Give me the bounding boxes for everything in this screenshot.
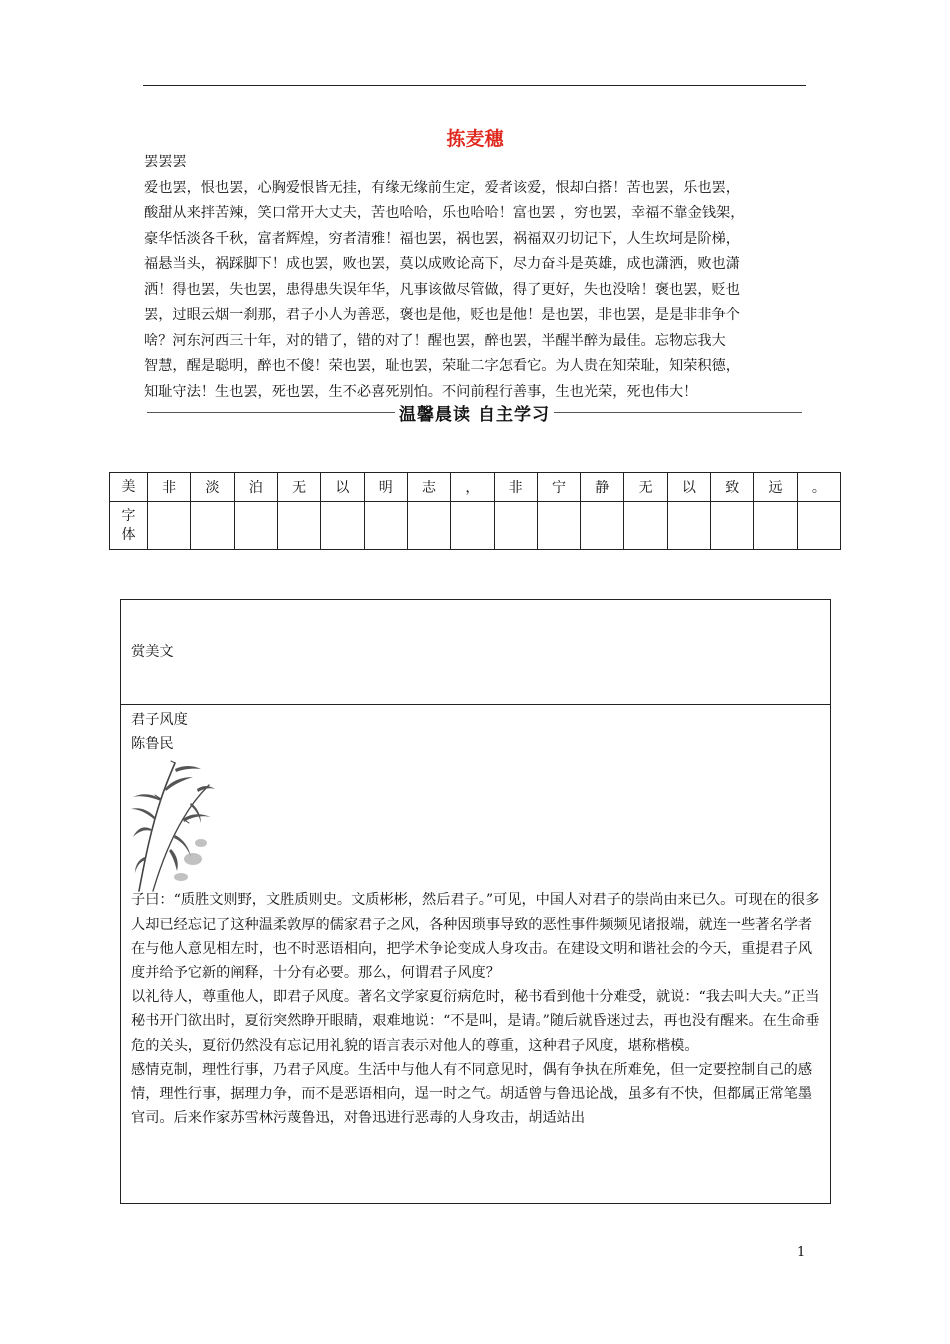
char-cell: 远: [754, 473, 797, 502]
practice-cell[interactable]: [624, 502, 667, 550]
practice-cell[interactable]: [494, 502, 537, 550]
article-author: 陈鲁民: [131, 736, 174, 753]
reading-frame: [120, 599, 831, 1204]
poem-line: 洒！得也罢，失也罢，患得患失误年华，凡事该做尽管做，得了更好，失也没啥！褒也罢，贬也: [144, 281, 740, 298]
char-cell: 淡: [191, 473, 234, 502]
practice-cell[interactable]: [148, 502, 191, 550]
article-paragraph: 以礼待人，尊重他人，即君子风度。著名文学家夏衍病危时，秘书看到他十分难受，就说：“我去叫大夫。”正当秘书开门欲出时，夏衍突然睁开眼睛，艰难地说：“不是叫，是请。”随后就昏迷过去，再也没有醒来。在生命垂危的关头，夏衍仍然没有忘记用礼貌的语言表示对他人的尊重，这种君子风度，堪称楷模。: [131, 989, 820, 1054]
poem-line: 豪华恬淡各千秋，富者辉煌，穷者清雅！福也罢，祸也罢，祸福双刃切记下，人生坎坷是阶梯，: [144, 230, 740, 247]
practice-cell[interactable]: [667, 502, 710, 550]
poem-line: 福悬当头，祸踩脚下！成也罢，败也罢，莫以成败论高下，尽力奋斗是英雄，成也潇洒，败也潇: [144, 256, 740, 272]
poem-line: 爱也罢，恨也罢，心胸爱恨皆无挂，有缘无缘前生定，爱者该爱，恨却白搭！苦也罢，乐也罢，: [144, 179, 740, 196]
practice-cell[interactable]: [321, 502, 364, 550]
banner-text: 温馨晨读 自主学习: [399, 404, 550, 425]
practice-cell[interactable]: [277, 502, 320, 550]
char-cell: ，: [451, 473, 494, 502]
poem-line: 酸甜从来拌苦辣，笑口常开大丈夫，苦也哈哈，乐也哈哈！富也罢 ，穷也罢，幸福不靠金钱架，: [144, 205, 745, 221]
label-char: 字: [121, 508, 136, 524]
bamboo-ink-illustration: [131, 759, 215, 893]
practice-cell[interactable]: [364, 502, 407, 550]
char-cell: 静: [581, 473, 624, 502]
char-cell: 无: [277, 473, 320, 502]
practice-cell[interactable]: [797, 502, 840, 550]
table-row: [110, 473, 841, 502]
practice-cell[interactable]: [754, 502, 797, 550]
article: [131, 708, 826, 1130]
article-paragraph: 子曰：“质胜文则野，文胜质则史。文质彬彬，然后君子。”可见，中国人对君子的崇尚由来已久。可现在的很多人却已经忘记了这种温柔敦厚的儒家君子之风，各种因琐事导致的恶性事件频频见诸报端，就连一些著名学者在与他人意见相左时，也不时恶语相向，把学术争论变成人身攻击。在建设文明和谐社会的今天，重提君子风度并给予它新的阐释，十分有必要。那么，何谓君子风度？: [131, 892, 820, 982]
section-header: [121, 600, 830, 705]
practice-cell[interactable]: [407, 502, 450, 550]
practice-cell[interactable]: [191, 502, 234, 550]
char-cell: 非: [148, 473, 191, 502]
label-char: 体: [121, 526, 136, 543]
header-rule: [143, 85, 806, 86]
calligraphy-practice-table: [109, 472, 841, 550]
char-cell: 无: [624, 473, 667, 502]
practice-cell[interactable]: [234, 502, 277, 550]
page-number: 1: [797, 1245, 806, 1260]
article-title: 君子风度: [131, 712, 188, 728]
char-cell: 明: [364, 473, 407, 502]
banner-left-rule: [147, 412, 395, 413]
poem-line: 罢罢罢: [144, 154, 187, 170]
char-cell: 。: [797, 473, 840, 502]
banner-right-rule: [554, 412, 802, 413]
char-cell: 志: [407, 473, 450, 502]
char-cell: 以: [321, 473, 364, 502]
practice-cell[interactable]: [581, 502, 624, 550]
practice-cell[interactable]: [711, 502, 754, 550]
poem-line: 啥？河东河西三十年，对的错了，错的对了！醒也罢，醉也罢，半醒半醉为最佳。忘物忘我大: [144, 332, 726, 349]
table-row: [110, 502, 841, 550]
article-paragraph: 感情克制，理性行事，乃君子风度。生活中与他人有不同意见时，偶有争执在所难免，但一定要控制自己的感情，理性行事，据理力争，而不是恶语相向，逞一时之气。胡适曾与鲁迅论战，虽多有不快，但都属正常笔墨官司。后来作家苏雪林污蔑鲁迅，对鲁迅进行恶毒的人身攻击，胡适站出: [131, 1061, 813, 1127]
poem-block: [144, 150, 809, 405]
table-label-cell: [110, 502, 148, 550]
poem-line: 智慧，醒是聪明，醉也不傻！荣也罢，耻也罢，荣耻二字怎看它。为人贵在知荣耻，知荣积德，: [144, 358, 740, 374]
char-cell: 泊: [234, 473, 277, 502]
char-cell: 非: [494, 473, 537, 502]
char-cell: 以: [667, 473, 710, 502]
table-label-cell: 美: [110, 473, 148, 502]
poem-line: 罢，过眼云烟一刹那，君子小人为善恶，褒也是他，贬也是他！是也罢，非也罢，是是非非争个: [144, 307, 740, 323]
practice-cell[interactable]: [451, 502, 494, 550]
page-title: 拣麦穗: [446, 128, 504, 150]
poem-line: 知耻守法！生也罢，死也罢，生不必喜死别怕。不问前程行善事，生也光荣，死也伟大！: [144, 383, 698, 400]
section-banner: [147, 399, 802, 425]
char-cell: 宁: [537, 473, 580, 502]
section-header-label: 赏美文: [131, 644, 174, 660]
practice-cell[interactable]: [537, 502, 580, 550]
char-cell: 致: [711, 473, 754, 502]
